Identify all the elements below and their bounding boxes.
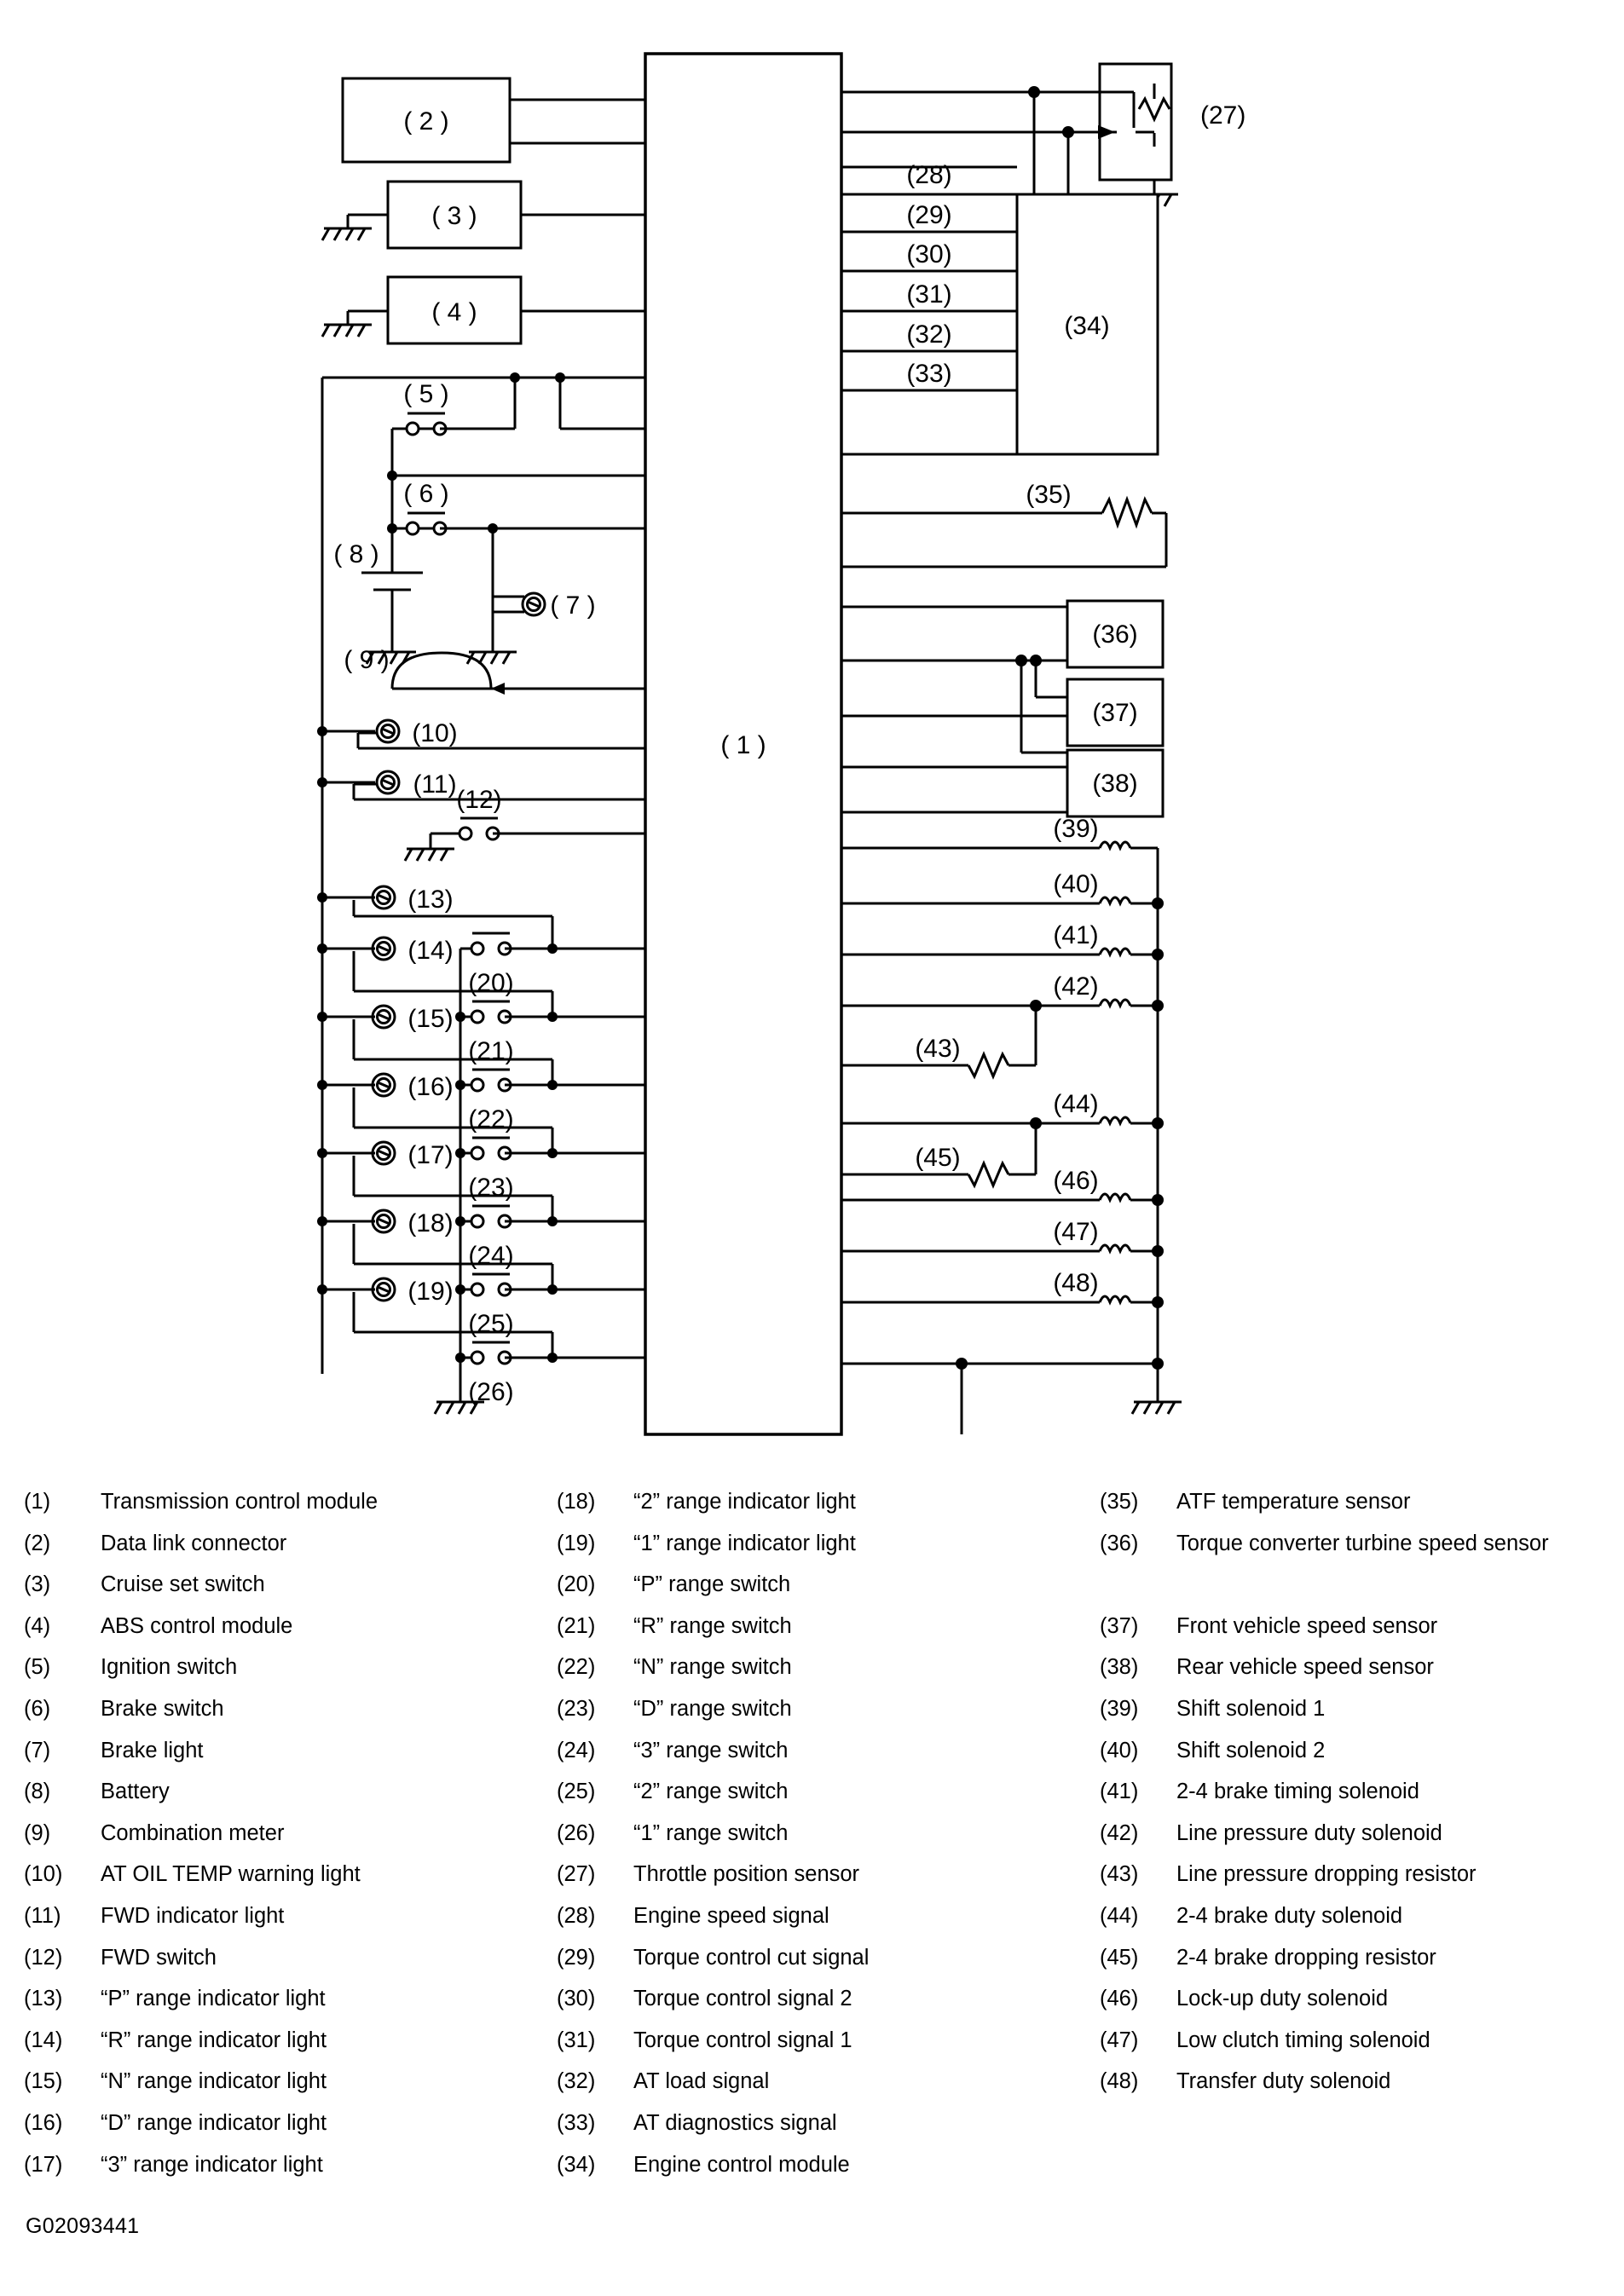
legend-item [1100, 1901, 1624, 1943]
legend-num: (21) [557, 1613, 596, 1638]
legend-num: (22) [557, 1655, 596, 1680]
legend-item [1100, 1487, 1624, 1529]
legend-item [24, 1860, 541, 1901]
legend-item [24, 1487, 541, 1529]
label-29: (29) [906, 201, 952, 229]
label-38: (38) [1092, 770, 1138, 798]
block-throttle-position-sensor [1100, 64, 1171, 180]
label-1: ( 1 ) [720, 731, 766, 759]
legend-item [24, 1570, 541, 1612]
legend-num: (46) [1100, 1987, 1139, 2011]
legend-label: 2-4 brake dropping resistor [1176, 1945, 1436, 1970]
legend-num: (44) [1100, 1903, 1139, 1928]
legend-num: (15) [24, 2069, 63, 2094]
legend-label: FWD switch [101, 1945, 217, 1970]
legend-num: (19) [557, 1531, 596, 1555]
legend-item [24, 2109, 541, 2150]
legend-num: (34) [557, 2152, 596, 2177]
legend-item [1100, 1943, 1624, 1985]
legend-num: (4) [24, 1613, 51, 1638]
label-15: (15) [407, 1005, 454, 1033]
legend-num: (41) [1100, 1780, 1139, 1804]
label-25: (25) [468, 1310, 514, 1338]
label-8: ( 8 ) [333, 540, 379, 568]
label-48: (48) [1053, 1269, 1099, 1297]
label-4: ( 4 ) [431, 298, 477, 326]
legend-item [557, 1943, 1083, 1985]
legend-label: “N” range indicator light [101, 2069, 327, 2094]
label-44: (44) [1053, 1090, 1099, 1118]
label-39: (39) [1053, 815, 1099, 843]
legend-label: 2-4 brake timing solenoid [1176, 1780, 1419, 1804]
legend-column-2 [541, 1487, 1083, 2191]
legend-label: AT load signal [633, 2069, 770, 2094]
legend [0, 1487, 1624, 2191]
legend-label: “1” range indicator light [633, 1531, 856, 1555]
label-46: (46) [1053, 1167, 1099, 1195]
label-33: (33) [906, 360, 952, 388]
legend-num: (48) [1100, 2069, 1139, 2094]
label-19: (19) [407, 1278, 454, 1306]
legend-label: ATF temperature sensor [1176, 1490, 1411, 1514]
legend-label: 2-4 brake duty solenoid [1176, 1903, 1403, 1928]
legend-num: (8) [24, 1780, 51, 1804]
legend-label: Cruise set switch [101, 1572, 265, 1597]
label-2: ( 2 ) [403, 107, 449, 136]
label-18: (18) [407, 1209, 454, 1237]
legend-label: Torque control cut signal [633, 1945, 870, 1970]
legend-label: Line pressure dropping resistor [1176, 1862, 1477, 1887]
legend-item [1100, 1984, 1624, 2026]
label-6: ( 6 ) [403, 480, 449, 508]
legend-num: (39) [1100, 1696, 1139, 1721]
legend-item [24, 1653, 541, 1694]
label-16: (16) [407, 1073, 454, 1101]
label-23: (23) [468, 1174, 514, 1202]
legend-label: Engine control module [633, 2152, 850, 2177]
legend-label: Front vehicle speed sensor [1176, 1613, 1438, 1638]
legend-label: AT OIL TEMP warning light [101, 1862, 361, 1887]
label-41: (41) [1053, 921, 1099, 949]
legend-label: Combination meter [101, 1820, 285, 1845]
label-11: (11) [413, 770, 457, 799]
legend-column-3 [1083, 1487, 1624, 2191]
legend-item [557, 1777, 1083, 1819]
legend-num: (11) [24, 1903, 61, 1928]
legend-num: (1) [24, 1490, 51, 1514]
legend-num: (7) [24, 1738, 51, 1762]
label-47: (47) [1053, 1218, 1099, 1246]
legend-num: (10) [24, 1862, 63, 1887]
legend-label: “R” range switch [633, 1613, 792, 1638]
legend-label: “P” range indicator light [101, 1987, 326, 2011]
legend-item [557, 1570, 1083, 1612]
label-43: (43) [915, 1035, 961, 1063]
label-37: (37) [1092, 699, 1138, 727]
figure-code: G02093441 [26, 2214, 140, 2238]
legend-label: Throttle position sensor [633, 1862, 860, 1887]
legend-label: Torque converter turbine speed sensor [1176, 1531, 1549, 1555]
legend-label: Low clutch timing solenoid [1176, 2028, 1430, 2052]
legend-label: “N” range switch [633, 1655, 792, 1680]
legend-num: (23) [557, 1696, 596, 1721]
legend-num: (18) [557, 1490, 596, 1514]
legend-item [557, 2150, 1083, 2192]
label-10: (10) [412, 719, 458, 747]
legend-item [24, 1901, 541, 1943]
legend-label: Torque control signal 2 [633, 1987, 852, 2011]
legend-num: (37) [1100, 1613, 1139, 1638]
label-27: (27) [1200, 101, 1246, 130]
legend-num: (16) [24, 2110, 63, 2135]
legend-item [24, 1819, 541, 1860]
legend-label: Shift solenoid 2 [1176, 1738, 1326, 1762]
legend-item [1100, 2026, 1624, 2068]
legend-item [557, 1653, 1083, 1694]
label-9: ( 9 ) [344, 646, 390, 674]
label-17: (17) [407, 1141, 454, 1169]
legend-label: Shift solenoid 1 [1176, 1696, 1326, 1721]
legend-num: (28) [557, 1903, 596, 1928]
legend-item [557, 2109, 1083, 2150]
legend-label: Ignition switch [101, 1655, 238, 1680]
legend-item [24, 2067, 541, 2109]
legend-num: (38) [1100, 1655, 1139, 1680]
label-14: (14) [407, 937, 454, 965]
legend-num: (25) [557, 1780, 596, 1804]
legend-label: Data link connector [101, 1531, 287, 1555]
legend-item [24, 2026, 541, 2068]
legend-num: (42) [1100, 1820, 1139, 1845]
legend-label: “2” range indicator light [633, 1490, 856, 1514]
legend-num: (31) [557, 2028, 596, 2052]
label-12: (12) [456, 786, 502, 814]
legend-label: Transmission control module [101, 1490, 379, 1514]
legend-label: “2” range switch [633, 1780, 789, 1804]
legend-item [24, 1736, 541, 1778]
legend-num: (35) [1100, 1490, 1139, 1514]
legend-item [557, 1984, 1083, 2026]
legend-num: (24) [557, 1738, 596, 1762]
legend-num: (43) [1100, 1862, 1139, 1887]
label-42: (42) [1053, 972, 1099, 1001]
legend-item [24, 1529, 541, 1571]
label-40: (40) [1053, 870, 1099, 898]
legend-num: (17) [24, 2152, 63, 2177]
legend-num: (5) [24, 1655, 51, 1680]
legend-num: (14) [24, 2028, 63, 2052]
legend-item [557, 1612, 1083, 1653]
legend-num: (32) [557, 2069, 596, 2094]
legend-num: (30) [557, 1987, 596, 2011]
legend-label: Rear vehicle speed sensor [1176, 1655, 1434, 1680]
legend-item [1100, 1653, 1624, 1694]
legend-label: Torque control signal 1 [633, 2028, 852, 2052]
legend-num: (3) [24, 1572, 51, 1597]
legend-label: Line pressure duty solenoid [1176, 1820, 1442, 1845]
legend-label: “P” range switch [633, 1572, 791, 1597]
legend-item [1100, 1612, 1624, 1653]
legend-label: Battery [101, 1780, 170, 1804]
legend-num: (6) [24, 1696, 51, 1721]
legend-item [557, 2067, 1083, 2109]
legend-item [24, 2150, 541, 2192]
label-35: (35) [1026, 481, 1072, 509]
label-22: (22) [468, 1105, 514, 1134]
legend-item [1100, 1736, 1624, 1778]
label-26: (26) [468, 1378, 514, 1406]
legend-num: (12) [24, 1945, 63, 1970]
legend-item [557, 1860, 1083, 1901]
legend-num: (2) [24, 1531, 51, 1555]
label-32: (32) [906, 320, 952, 349]
legend-num: (40) [1100, 1738, 1139, 1762]
legend-item [557, 1736, 1083, 1778]
legend-item [557, 1901, 1083, 1943]
legend-num: (9) [24, 1820, 51, 1845]
legend-num: (47) [1100, 2028, 1139, 2052]
legend-item [1100, 1529, 1624, 1612]
label-36: (36) [1092, 620, 1138, 649]
legend-label: “3” range indicator light [101, 2152, 323, 2177]
legend-label: “D” range switch [633, 1696, 792, 1721]
label-5: ( 5 ) [403, 380, 449, 408]
legend-num: (29) [557, 1945, 596, 1970]
label-28: (28) [906, 161, 952, 189]
legend-label: Transfer duty solenoid [1176, 2069, 1391, 2094]
legend-num: (27) [557, 1862, 596, 1887]
legend-label: Lock-up duty solenoid [1176, 1987, 1389, 2011]
legend-item [557, 1819, 1083, 1860]
legend-item [557, 1694, 1083, 1736]
legend-label: “1” range switch [633, 1820, 789, 1845]
legend-item [24, 1694, 541, 1736]
legend-num: (20) [557, 1572, 596, 1597]
legend-item [1100, 1819, 1624, 1860]
legend-label: AT diagnostics signal [633, 2110, 837, 2135]
legend-item [1100, 1860, 1624, 1901]
legend-item [1100, 1694, 1624, 1736]
legend-label: Engine speed signal [633, 1903, 829, 1928]
legend-item [24, 1943, 541, 1985]
legend-item [557, 2026, 1083, 2068]
legend-label: “3” range switch [633, 1738, 789, 1762]
label-34: (34) [1064, 312, 1110, 340]
legend-item [24, 1612, 541, 1653]
legend-item [24, 1984, 541, 2026]
label-20: (20) [468, 969, 514, 997]
label-7: ( 7 ) [550, 591, 596, 620]
legend-column-1 [0, 1487, 541, 2191]
legend-num: (13) [24, 1987, 63, 2011]
legend-item [1100, 2067, 1624, 2109]
legend-item [1100, 1777, 1624, 1819]
label-30: (30) [906, 240, 952, 268]
label-3: ( 3 ) [431, 202, 477, 230]
legend-label: FWD indicator light [101, 1903, 285, 1928]
legend-item [557, 1487, 1083, 1529]
legend-item [24, 1777, 541, 1819]
label-31: (31) [906, 280, 952, 309]
label-21: (21) [468, 1037, 514, 1065]
legend-item [557, 1529, 1083, 1571]
label-13: (13) [407, 886, 454, 914]
legend-num: (26) [557, 1820, 596, 1845]
legend-label: Brake light [101, 1738, 204, 1762]
legend-num: (36) [1100, 1531, 1139, 1555]
label-24: (24) [468, 1242, 514, 1270]
legend-num: (33) [557, 2110, 596, 2135]
label-45: (45) [915, 1144, 961, 1172]
legend-label: “R” range indicator light [101, 2028, 327, 2052]
legend-label: “D” range indicator light [101, 2110, 327, 2135]
legend-label: Brake switch [101, 1696, 224, 1721]
legend-label: ABS control module [101, 1613, 293, 1638]
legend-num: (45) [1100, 1945, 1139, 1970]
